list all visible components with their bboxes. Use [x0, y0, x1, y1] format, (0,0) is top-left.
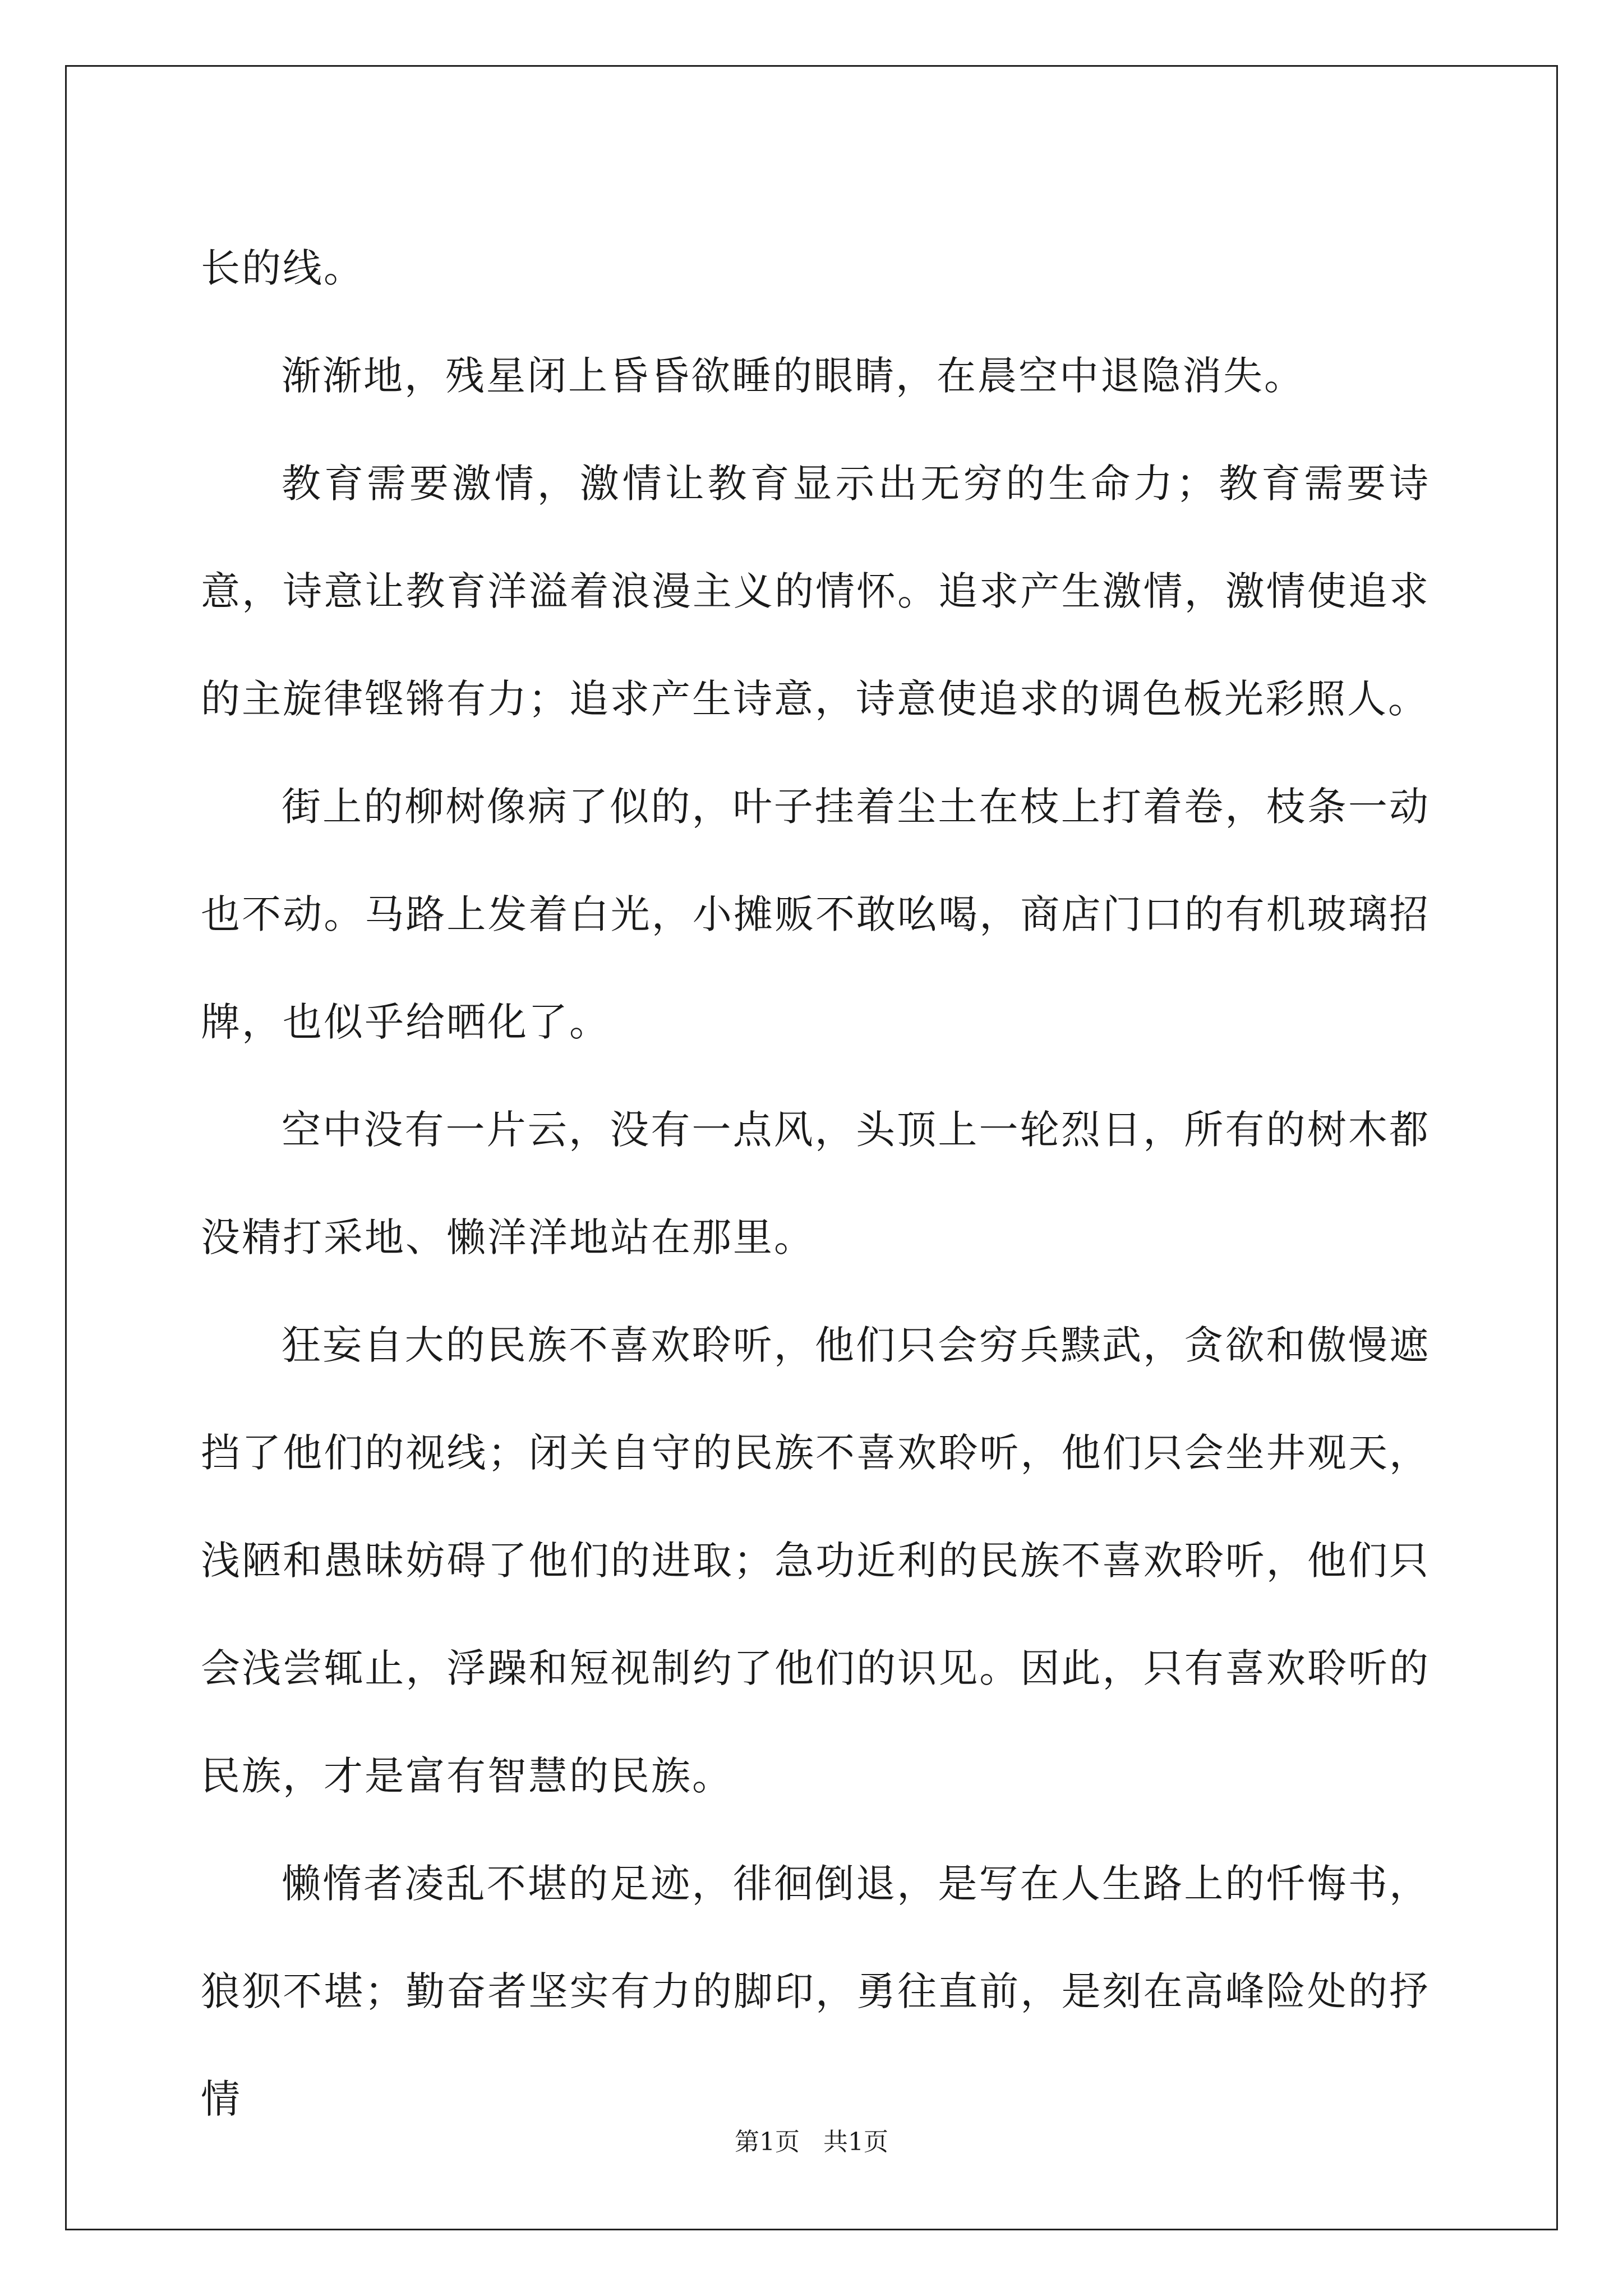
paragraph: 渐渐地，残星闭上昏昏欲睡的眼睛，在晨空中退隐消失。: [282, 353, 1305, 399]
paragraph: 长的线。: [201, 245, 365, 291]
paragraph: 狂妄自大的民族不喜欢聆听，他们只会穷兵黩武，贪欲和傲慢遮挡了他们的视线；闭关自守的民族不喜欢聆听，他们只会坐井观天，浅陋和愚昧妨碍了他们的进取；急功近利的民族不喜欢聆听，他们只会浅尝辄止，浮躁和短视制约了他们的识见。因此，只有喜欢聆听的民族，才是富有智慧的民族。: [201, 1322, 1430, 1799]
paragraph: 懒惰者凌乱不堪的足迹，徘徊倒退，是写在人生路上的忏悔书，狼狈不堪；勤奋者坚实有力的脚印，勇往直前，是刻在高峰险处的抒情: [201, 1861, 1430, 2122]
document-body: [201, 214, 1430, 2153]
page-number: 第1页: [735, 2128, 800, 2156]
paragraph: 教育需要激情，激情让教育显示出无穷的生命力；教育需要诗意，诗意让教育洋溢着浪漫主义的情怀。追求产生激情，激情使追求的主旋律铿锵有力；追求产生诗意，诗意使追求的调色板光彩照人。: [201, 461, 1430, 722]
paragraph: 街上的柳树像病了似的，叶子挂着尘土在枝上打着卷，枝条一动也不动。马路上发着白光，小摊贩不敢吆喝，商店门口的有机玻璃招牌，也似乎给晒化了。: [201, 784, 1430, 1045]
paragraph: 空中没有一片云，没有一点风，头顶上一轮烈日，所有的树木都没精打采地、懒洋洋地站在那里。: [201, 1107, 1430, 1260]
page-footer: [0, 2122, 1623, 2157]
page-total: 共1页: [823, 2128, 888, 2156]
